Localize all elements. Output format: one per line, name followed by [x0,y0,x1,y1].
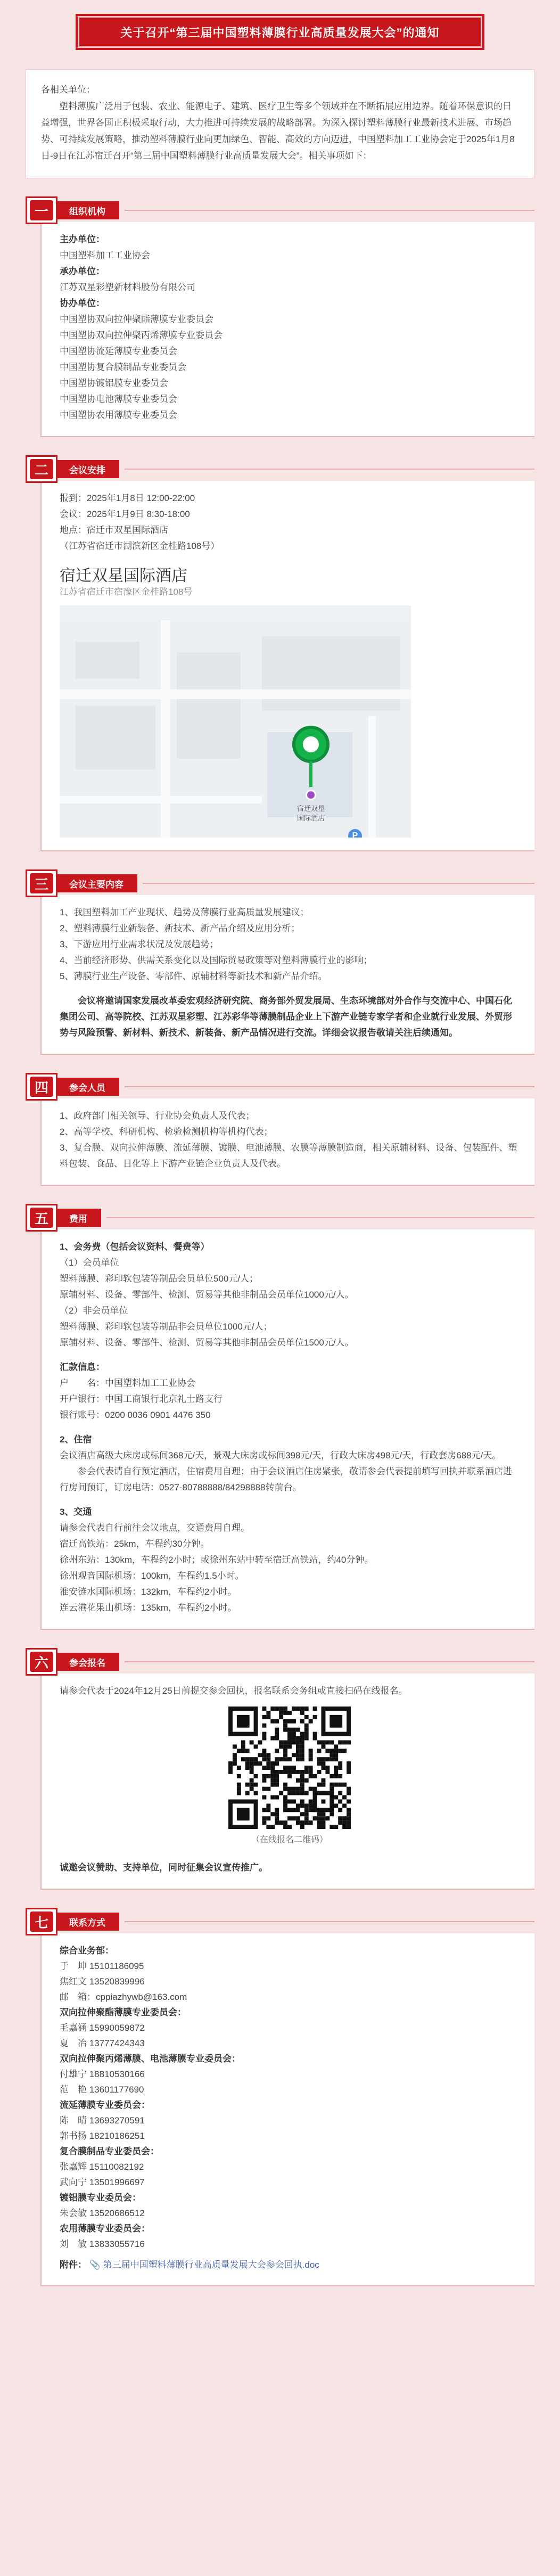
map-header [60,561,411,605]
contact-line: 陈 晴 13693270591 [60,2115,145,2126]
host-title: 主办单位： [60,234,105,244]
sponsor-invitation: 诚邀会议赞助、支持单位，同时征集会议宣传推广。 [60,1863,268,1873]
section-title: 参会人员 [56,1078,119,1096]
contact-line: 付雄宁 18810530166 [60,2069,145,2079]
co-organizer-item: 中国塑协农用薄膜专业委员会 [60,410,177,420]
section-divider [125,469,534,470]
section-body [40,222,534,437]
remit-bank: 开户银行：中国工商银行北京礼士路支行 [60,1394,223,1404]
section-title: 会议安排 [56,460,119,478]
attendee-item: 3、复合膜、双向拉伸薄膜、流延薄膜、镀膜、电池薄膜、农膜等薄膜制造商，相关原辅材料、设备、包装配件、塑料包装、食品、日化等上下游产业链企业负责人及代表。 [60,1143,517,1169]
section-number: 五 [30,1208,53,1228]
traffic-item: 徐州东站：130km，车程约2小时；或徐州东站中转至宿迁高铁站，约40分钟。 [60,1555,374,1565]
contact-line: 武向宁 13501996697 [60,2177,145,2187]
section-header [26,869,534,897]
section-number: 六 [30,1652,53,1672]
section-divider [125,1661,534,1662]
section-badge [26,869,57,897]
member-fee: 原辅材料、设备、零部件、检测、贸易等其他非制品会员单位1000元/人。 [60,1290,354,1300]
organizer-value: 江苏双星彩塑新材料股份有限公司 [60,282,195,292]
section-attendees [26,1073,534,1186]
contact-line: 范 艳 13601177690 [60,2085,144,2095]
venue-address-line: （江苏省宿迁市湖滨新区金桂路108号） [60,541,220,551]
section-header [26,1073,534,1101]
meeting-line: 会议：2025年1月9日 8:30-18:00 [60,509,190,519]
co-organizer-item: 中国塑协电池薄膜专业委员会 [60,394,177,404]
section-header [26,1204,534,1232]
co-organizer-title: 协办单位： [60,298,105,308]
hotel-marker-icon[interactable] [306,790,316,800]
content-item: 2、塑料薄膜行业新装备、新技术、新产品介绍及应用分析； [60,923,300,933]
traffic-item: 淮安涟水国际机场：132km，车程约2小时。 [60,1587,237,1597]
section-divider [125,1921,534,1922]
section-header [26,455,534,483]
traffic-item: 连云港花果山机场：135km，车程约2小时。 [60,1603,237,1613]
contact-group-title: 综合业务部： [60,1946,114,1956]
content-item: 1、我国塑料加工产业现状、趋势及薄膜行业高质量发展建议； [60,907,309,917]
section-title: 组织机构 [56,201,119,219]
section-badge [26,1073,57,1101]
attachment-label: 附件： [60,2260,87,2270]
section-organization [26,196,534,437]
section-divider [106,1217,534,1218]
content-highlight: 会议将邀请国家发展改革委宏观经济研究院、商务部外贸发展局、生态环境部对外合作与交流中心、中国石化集团公司、高等院校、江苏双星彩塑、江苏彩华等薄膜制品企业上下游产业链专家学者和企业就行业发展、外贸形势与风险预警、新材料、新技术、新装备、新产品情况进行交流。详细会议报告敬请关注后续通知。 [60,996,512,1038]
section-number: 一 [30,200,53,220]
content-item: 4、当前经济形势、供需关系变化以及国际贸易政策等对塑料薄膜行业的影响； [60,955,373,965]
section-contacts [26,1908,534,2286]
map-pin-label: 宿迁双星 国际酒店 [297,805,325,822]
co-organizer-item: 中国塑协双向拉伸聚酯薄膜专业委员会 [60,314,213,324]
co-organizer-item: 中国塑协双向拉伸聚丙烯薄膜专业委员会 [60,330,223,340]
registration-text: 请参会代表于2024年12月25日前提交参会回执，报名联系会务组或直接扫码在线报名。 [60,1686,408,1696]
section-fees [26,1204,534,1630]
nonmember-fee: 塑料薄膜、彩印软包装等制品非会员单位1000元/人； [60,1322,273,1332]
section-badge [26,1908,57,1935]
contact-group-title: 镀铝膜专业委员会： [60,2193,141,2203]
map-canvas[interactable] [60,620,411,838]
parking-icon: P [348,829,362,838]
attachment-row [60,2257,520,2273]
contact-line: 刘 敏 13833055716 [60,2239,145,2249]
section-number: 二 [30,459,53,479]
section-number: 三 [30,873,53,893]
qr-caption: （在线报名二维码） [251,1835,328,1844]
section-body [40,1673,534,1890]
venue-line: 地点：宿迁市双星国际酒店 [60,525,168,535]
section-content [26,869,534,1055]
section-badge [26,455,57,483]
section-title: 参会报名 [56,1653,119,1671]
section-divider [143,883,534,884]
traffic-intro: 请参会代表自行前往会议地点，交通费用自理。 [60,1523,250,1533]
contact-group-title: 双向拉伸聚丙烯薄膜、电池薄膜专业委员会： [60,2054,241,2064]
contact-group-title: 复合膜制品专业委员会： [60,2146,159,2156]
intro-paragraph: 塑料薄膜广泛用于包装、农业、能源电子、建筑、医疗卫生等多个领域并在不断拓展应用边界。随着环保意识的日益增强，世界各国正积极采取行动，大力推进可持续发展的战略部署。为深入探讨塑料薄膜行业最新技术进展、市场趋势、可持续发展策略，推动塑料薄膜行业向更加绿色、智能、高效的方向迈进，中国塑料加工工业协会定于2025年1月8日-9日在江苏宿迁召开“第三届中国塑料薄膜行业高质量发展大会”。相关事项如下： [41,101,515,161]
intro-box [26,69,534,178]
section-divider [125,210,534,211]
nonmember-fee: 原辅材料、设备、零部件、检测、贸易等其他非制品会员单位1500元/人。 [60,1338,354,1348]
member-title: （1）会员单位 [60,1258,119,1268]
contact-line: 于 坤 15101186095 [60,1961,144,1971]
traffic-item: 徐州观音国际机场：100km，车程约1.5小时。 [60,1571,244,1581]
checkin-line: 报到：2025年1月8日 12:00-22:00 [60,493,195,503]
section-badge [26,1204,57,1232]
section-body [40,481,534,851]
content-item: 3、下游应用行业需求状况及发展趋势； [60,939,219,949]
traffic-title: 3、交通 [60,1507,92,1517]
intro-greeting: 各相关单位： [41,85,95,95]
section-body [40,1229,534,1630]
section-divider [125,1086,534,1087]
location-pin-stem [309,761,312,787]
stay-price: 会议酒店高级大床房或标间368元/天，景观大床房或标间398元/天，行政大床房498元/天，行政套房688元/天。 [60,1450,501,1461]
attendee-item: 2、高等学校、科研机构、检验检测机构等机构代表； [60,1127,273,1137]
registration-qr-code[interactable] [228,1707,351,1829]
section-title: 费用 [56,1209,101,1227]
remit-title: 汇款信息： [60,1362,105,1372]
contact-line: 朱会敏 13520686512 [60,2208,145,2218]
section-schedule [26,455,534,851]
stay-note: 参会代表请自行预定酒店，住宿费用自理；由于会议酒店住房紧张，敬请参会代表提前填写回执并联系酒店进行房间预订，订房电话：0527-80788888/84298888转前台。 [60,1466,512,1492]
contact-line: 郭书扬 18210186251 [60,2131,145,2141]
remit-account-number: 银行账号：0200 0036 0901 4476 350 [60,1410,211,1420]
map-block [76,705,155,769]
map-road [60,690,411,699]
section-title: 会议主要内容 [56,874,137,892]
section-body [40,895,534,1055]
nonmember-title: （2）非会员单位 [60,1306,128,1316]
map-road [368,716,376,838]
section-header [26,196,534,224]
co-organizer-item: 中国塑协复合膜制品专业委员会 [60,362,186,372]
title-banner [78,16,482,48]
contact-line: 焦红文 13520839996 [60,1976,145,1987]
map-road [60,796,262,803]
section-number: 四 [30,1077,53,1097]
co-organizer-item: 中国塑协流延薄膜专业委员会 [60,346,177,356]
member-fee: 塑料薄膜、彩印软包装等制品会员单位500元/人； [60,1274,259,1284]
content-item: 5、薄膜行业生产设备、零部件、原辅材料等新技术和新产品介绍。 [60,971,327,981]
paperclip-icon: 📎 [89,2260,101,2270]
attendee-item: 1、政府部门相关领导、行业协会负责人及代表； [60,1111,255,1121]
section-body [40,1098,534,1186]
section-registration [26,1648,534,1890]
co-organizer-item: 中国塑协镀铝膜专业委员会 [60,378,168,388]
section-header [26,1908,534,1935]
contact-line: 夏 冶 13777424343 [60,2038,145,2048]
contact-line: 毛嘉涵 15990059872 [60,2023,145,2033]
remit-account-name: 户 名：中国塑料加工工业协会 [60,1378,195,1388]
contact-group-title: 农用薄膜专业委员会： [60,2224,150,2234]
location-pin-icon[interactable] [292,726,330,763]
contact-email[interactable]: 邮 箱：cppiazhywb@163.com [60,1992,187,2002]
contact-group-title: 双向拉伸聚酯薄膜专业委员会： [60,2007,186,2017]
section-number: 七 [30,1912,53,1932]
contact-group-title: 流延薄膜专业委员会： [60,2100,150,2110]
stay-title: 2、住宿 [60,1434,92,1445]
page-title: 关于召开“第三届中国塑料薄膜行业高质量发展大会”的通知 [120,26,440,39]
host-value: 中国塑料加工工业协会 [60,250,150,260]
map-block [76,642,139,679]
map-block [177,652,241,759]
section-header [26,1648,534,1676]
section-body [40,1933,534,2286]
section-badge [26,1648,57,1676]
fee-title: 1、会务费（包括会议资料、餐费等） [60,1242,210,1252]
map-place-name: 宿迁双星国际酒店 [60,567,187,585]
section-title: 联系方式 [56,1913,119,1931]
organizer-title: 承办单位： [60,266,105,276]
traffic-item: 宿迁高铁站：25km，车程约30分钟。 [60,1539,210,1549]
location-map[interactable] [60,561,411,838]
map-place-address: 江苏省宿迁市宿豫区金桂路108号 [60,587,193,597]
map-block [262,636,400,711]
contact-line: 张嘉辉 15110082192 [60,2162,144,2172]
section-badge [26,196,57,224]
attachment-link[interactable]: 第三届中国塑料薄膜行业高质量发展大会参会回执.doc [103,2260,319,2270]
map-road [161,620,170,838]
